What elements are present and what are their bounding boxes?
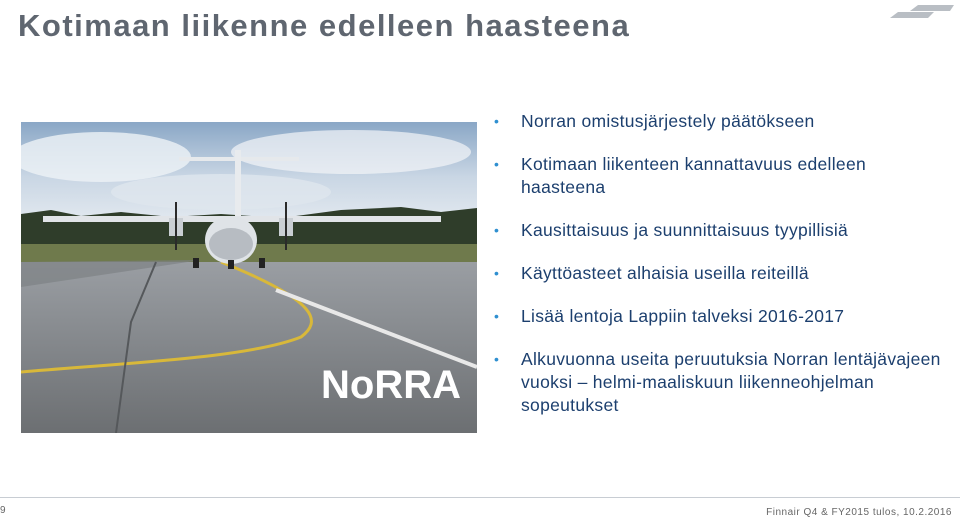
footer-caption: Finnair Q4 & FY2015 tulos, 10.2.2016 [766,507,952,518]
page-number: 9 [0,505,6,516]
aircraft-photo [21,122,477,433]
footer-divider [0,497,960,498]
bullet-marker-icon: • [494,308,500,324]
bullet-item: • Kausittaisuus ja suunnittaisuus tyypillisiä [494,220,849,240]
bullet-marker-icon: • [494,113,500,129]
bullet-item: • Alkuvuonna useita peruutuksia Norran lentäjävajeen vuoksi – helmi-maaliskuun liikenneohjelman sopeutukset [494,349,941,415]
norra-brand-text: NoRRA [321,363,461,407]
bullet-item: • Kotimaan liikenteen kannattavuus edelleen haasteena [494,154,867,197]
bullet-marker-icon: • [494,351,500,367]
bullet-marker-icon: • [494,222,500,238]
bullet-item: • Norran omistusjärjestely päätökseen [494,111,815,131]
bullet-marker-icon: • [494,156,500,172]
finnair-logo-icon [888,3,954,19]
bullet-list [494,110,944,437]
slide-title: Kotimaan liikenne edelleen haasteena [18,8,631,43]
bullet-item: • Lisää lentoja Lappiin talveksi 2016-2017 [494,306,845,326]
bullet-item: • Käyttöasteet alhaisia useilla reiteillä [494,263,809,283]
bullet-marker-icon: • [494,265,500,281]
